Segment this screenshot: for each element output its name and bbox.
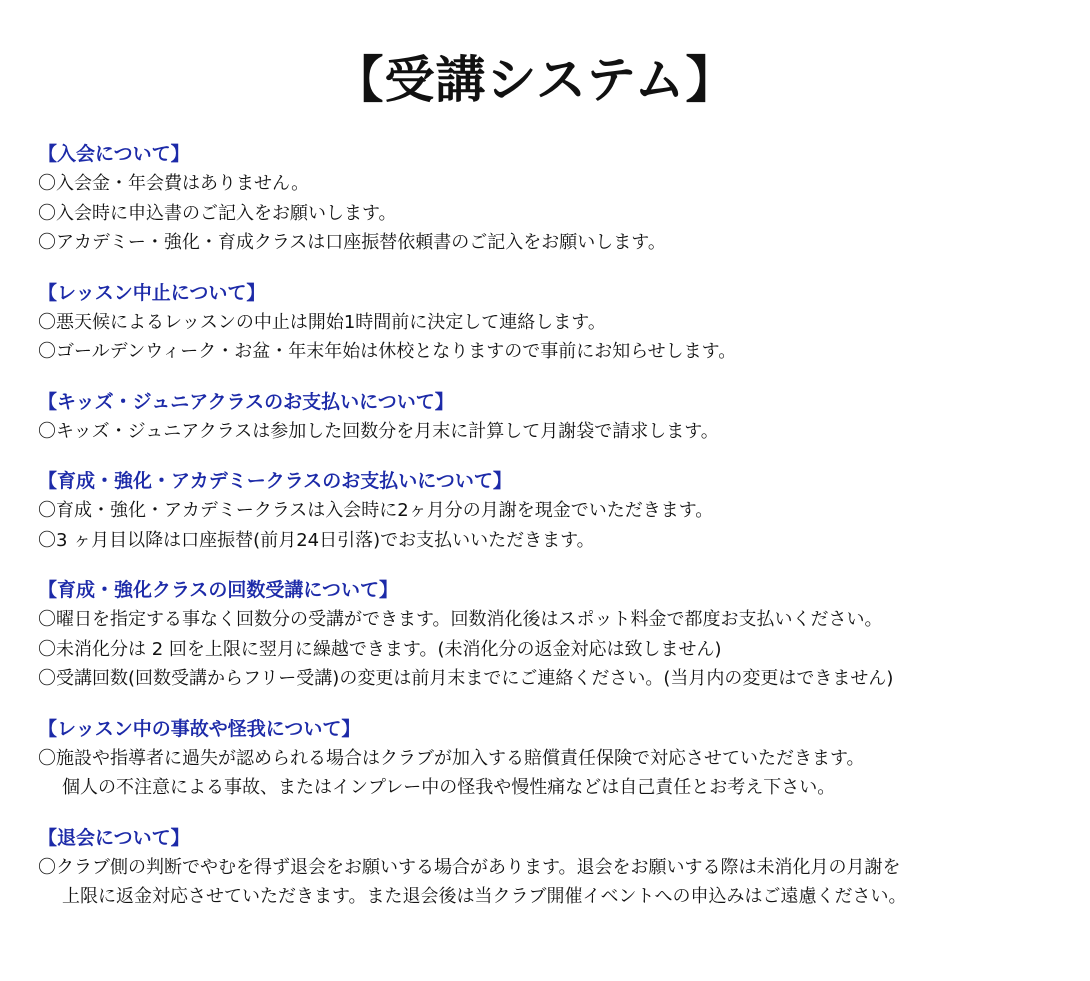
content-area: [38, 140, 1068, 933]
list-item: 〇ゴールデンウィーク・お盆・年末年始は休校となりますので事前にお知らせします。: [38, 341, 737, 362]
list-item: 〇曜日を指定する事なく回数分の受講ができます。回数消化後はスポット料金で都度お支払いください。: [38, 609, 883, 630]
section-heading: 【育成・強化クラスの回数受講について】: [38, 579, 399, 601]
list-item: 〇キッズ・ジュニアクラスは参加した回数分を月末に計算して月謝袋で請求します。: [38, 420, 719, 442]
list-item: 〇入会時に申込書のご記入をお願いします。: [38, 202, 397, 224]
list-item: 〇育成・強化・アカデミークラスは入会時に2ヶ月分の月謝を現金でいただきます。: [38, 500, 714, 521]
section-heading: 【育成・強化・アカデミークラスのお支払いについて】: [38, 470, 512, 492]
list-item: 〇施設や指導者に過失が認められる場合はクラブが加入する賠償責任保険で対応させていただきます。: [38, 747, 865, 769]
list-item: 〇悪天候によるレッスンの中止は開始1時間前に決定して連絡します。: [38, 311, 606, 333]
section-heading: 【キッズ・ジュニアクラスのお支払いについて】: [38, 390, 454, 413]
section-heading: 【レッスン中止について】: [38, 281, 266, 304]
section-kids-junior-payment: [38, 388, 1068, 447]
list-item: 〇アカデミー・強化・育成クラスは口座振替依頼書のご記入をお願いします。: [38, 232, 666, 253]
list-item: 〇入会金・年会費はありません。: [38, 173, 310, 194]
section-withdrawal: [38, 824, 1068, 912]
list-item: 〇クラブ側の判断でやむを得ず退会をお願いする場合があります。退会をお願いする際は未消化月の月謝を: [38, 856, 901, 878]
section-lesson-cancellation: [38, 279, 1068, 367]
section-heading: 【レッスン中の事故や怪我について】: [38, 717, 361, 740]
page-title: 【受講システム】: [333, 51, 737, 109]
list-item-continuation: 上限に返金対応させていただきます。また退会後は当クラブ開催イベントへの申込みはご遠慮ください。: [62, 886, 907, 907]
list-item: 〇受講回数(回数受講からフリー受講)の変更は前月末までにご連絡ください。(当月内の変更はできません): [38, 668, 894, 689]
list-item-continuation: 個人の不注意による事故、またはインプレー中の怪我や慢性痛などは自己責任とお考え下さい。: [62, 777, 836, 798]
list-item: 〇3 ヶ月目以降は口座振替(前月24日引落)でお支払いいただきます。: [38, 529, 595, 551]
section-heading: 【退会について】: [38, 826, 190, 849]
section-enrollment: [38, 140, 1068, 258]
list-item: 〇未消化分は 2 回を上限に翌月に繰越できます。(未消化分の返金対応は致しません): [38, 638, 722, 660]
section-academy-payment: [38, 467, 1068, 555]
section-accidents-injuries: [38, 715, 1068, 803]
section-heading: 【入会について】: [38, 143, 190, 165]
section-session-count: [38, 576, 1068, 694]
